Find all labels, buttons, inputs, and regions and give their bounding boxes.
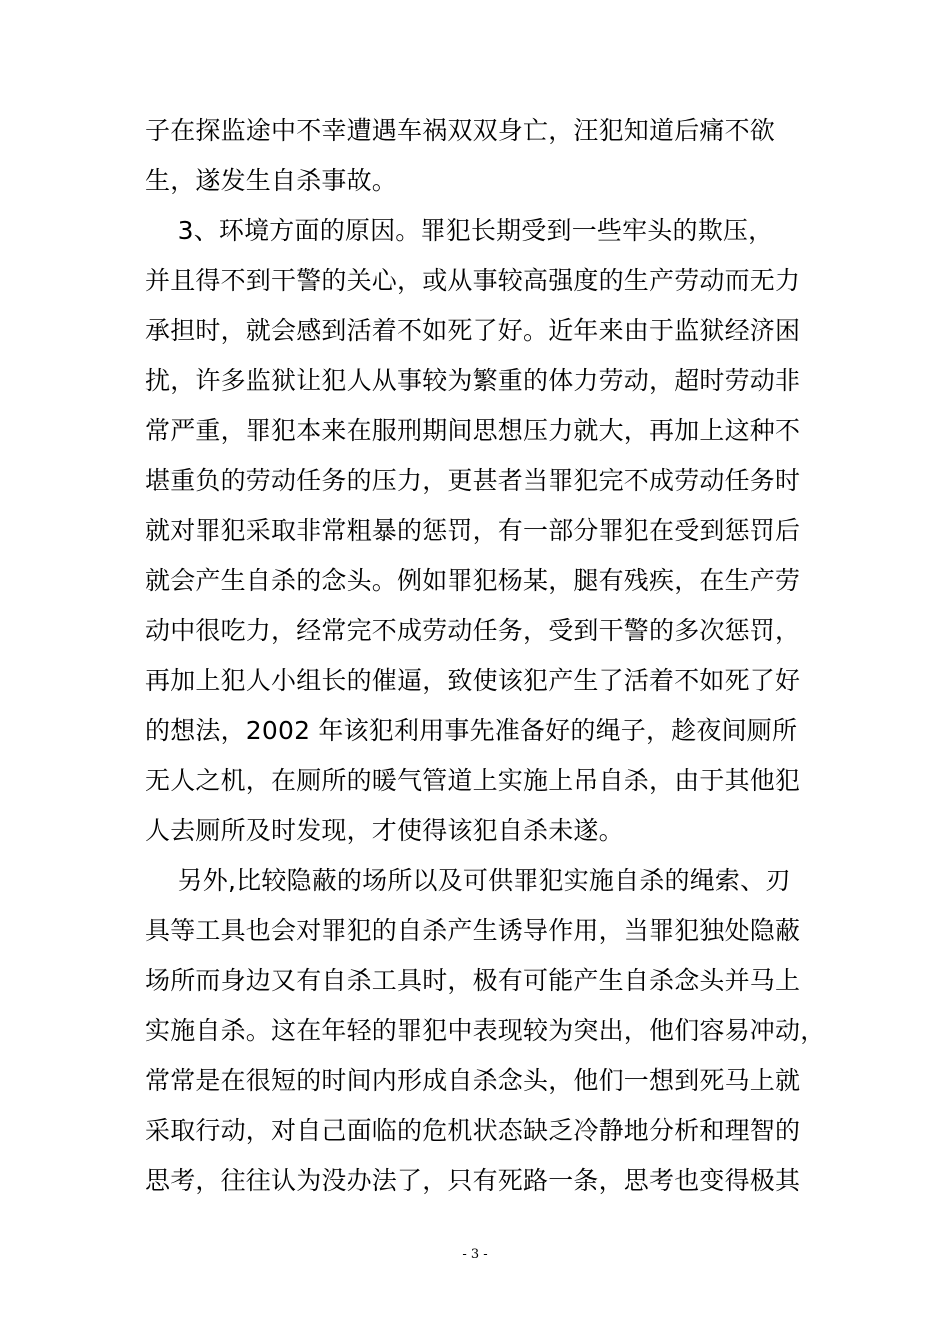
text-line: 场所而身边又有自杀工具时，极有可能产生自杀念头并马上	[145, 966, 801, 995]
text-line: 再加上犯人小组长的催逼，致使该犯产生了活着不如死了好	[145, 666, 801, 695]
text-line: 常严重，罪犯本来在服刑期间思想压力就大，再加上这种不	[145, 416, 801, 445]
text-line: 承担时，就会感到活着不如死了好。近年来由于监狱经济困	[145, 316, 801, 345]
text-line: 实施自杀。这在年轻的罪犯中表现较为突出，他们容易冲动，	[145, 1016, 826, 1045]
text-line: 另外,比较隐蔽的场所以及可供罪犯实施自杀的绳索、刃	[145, 866, 791, 895]
text-line: 的想法，2002 年该犯利用事先准备好的绳子，趁夜间厕所	[145, 716, 798, 745]
text-line: 就对罪犯采取非常粗暴的惩罚，有一部分罪犯在受到惩罚后	[145, 516, 801, 545]
page-number: - 3 -	[462, 1247, 488, 1262]
text-line: 3、环境方面的原因。罪犯长期受到一些牢头的欺压，	[145, 216, 774, 245]
text-line: 无人之机，在厕所的暖气管道上实施上吊自杀，由于其他犯	[145, 766, 801, 795]
text-line: 人去厕所及时发现，才使得该犯自杀未遂。	[145, 816, 624, 845]
document-body	[145, 106, 826, 1206]
text-line: 常常是在很短的时间内形成自杀念头，他们一想到死马上就	[145, 1066, 801, 1095]
text-line: 思考，往往认为没办法了，只有死路一条，思考也变得极其	[145, 1166, 801, 1195]
text-line: 就会产生自杀的念头。例如罪犯杨某，腿有残疾，在生产劳	[145, 566, 801, 595]
text-line: 并且得不到干警的关心，或从事较高强度的生产劳动而无力	[145, 266, 801, 295]
text-line: 堪重负的劳动任务的压力，更甚者当罪犯完不成劳动任务时	[145, 466, 801, 495]
text-line: 生，遂发生自杀事故。	[145, 166, 398, 195]
text-line: 子在探监途中不幸遭遇车祸双双身亡，汪犯知道后痛不欲	[145, 116, 776, 145]
text-line: 采取行动，对自己面临的危机状态缺乏冷静地分析和理智的	[145, 1116, 801, 1145]
text-line: 具等工具也会对罪犯的自杀产生诱导作用，当罪犯独处隐蔽	[145, 916, 801, 945]
text-line: 扰，许多监狱让犯人从事较为繁重的体力劳动，超时劳动非	[145, 366, 801, 395]
text-line: 动中很吃力，经常完不成劳动任务，受到干警的多次惩罚，	[145, 616, 801, 645]
